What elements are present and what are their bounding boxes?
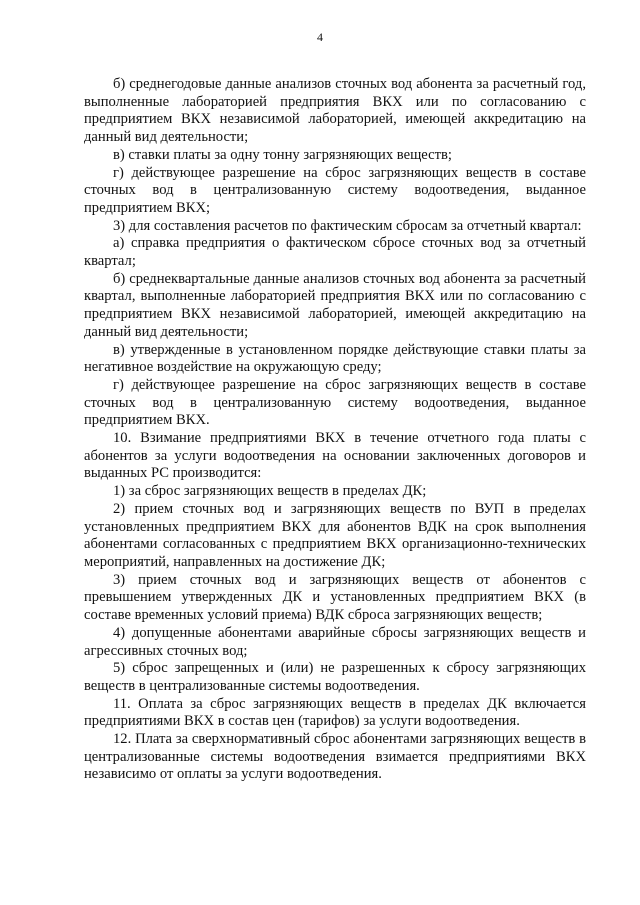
paragraph-12-excess-fee: 12. Плата за сверхнормативный сброс абонентами загрязняющих веществ в централизованные системы водоотведения взимается предприятиями ВКХ независимо от оплаты за услуги водоотведения.: [84, 731, 586, 783]
paragraph-g-discharge-permit-2: г) действующее разрешение на сброс загрязняющих веществ в составе сточных вод в централизованную систему водоотведения, выданное предприятием ВКХ.: [84, 376, 586, 429]
paragraph-3-actual-discharge: 3) для составления расчетов по фактическим сбросам за отчетный квартал:: [113, 217, 582, 234]
document-body: [84, 76, 586, 784]
paragraph-b-quarterly-analysis: б) среднеквартальные данные анализов сточных вод абонента за расчетный квартал, выполненные лабораторией предприятия ВКХ или по согласованию с предприятием ВКХ независимой лабораторией, имеющей аккредитацию на данный вид деятельности;: [84, 270, 586, 340]
paragraph-item-1: 1) за сброс загрязняющих веществ в пределах ДК;: [113, 483, 427, 500]
paragraph-item-5: 5) сброс запрещенных и (или) не разрешенных к сбросу загрязняющих веществ в централизованные системы водоотведения.: [84, 660, 586, 694]
paragraph-v-environmental-rates: в) утвержденные в установленном порядке действующие ставки платы за негативное воздействие на окружающую среду;: [84, 341, 586, 376]
paragraph-a-discharge-certificate: а) справка предприятия о фактическом сбросе сточных вод за отчетный квартал;: [84, 235, 586, 270]
paragraph-10-fee-collection: 10. Взимание предприятиями ВКХ в течение отчетного года платы с абонентов за услуги водоотведения на основании заключенных договоров и выданных РС производится:: [84, 430, 586, 482]
paragraph-b-annual-analysis: б) среднегодовые данные анализов сточных вод абонента за расчетный год, выполненные лабораторией предприятия ВКХ или по согласованию с предприятием ВКХ независимой лабораторией, имеющей аккредитацию на данный вид деятельности;: [84, 76, 586, 146]
paragraph-11-payment: 11. Оплата за сброс загрязняющих веществ в пределах ДК включается предприятиями ВКХ в состав цен (тарифов) за услуги водоотведения.: [84, 695, 586, 730]
paragraph-item-3: 3) прием сточных вод и загрязняющих веществ от абонентов с превышением утвержденных ДК и установленных предприятием ВКХ (в составе временных условий приема) ВДК сброса загрязняющих веществ;: [84, 571, 586, 624]
paragraph-g-discharge-permit: г) действующее разрешение на сброс загрязняющих веществ в составе сточных вод в централизованную систему водоотведения, выданное предприятием ВКХ;: [84, 164, 586, 216]
paragraph-v-fee-rates: в) ставки платы за одну тонну загрязняющих веществ;: [113, 146, 452, 163]
paragraph-item-4: 4) допущенные абонентами аварийные сбросы загрязняющих веществ и агрессивных сточных вод;: [84, 624, 586, 659]
page-number: 4: [317, 30, 323, 44]
paragraph-item-2: 2) прием сточных вод и загрязняющих веществ по ВУП в пределах установленных предприятием ВКХ для абонентов ВДК на срок выполнения абонентами согласованных с предприятием ВКХ организационно-технических мероприятий, направленных на достижение ДК;: [84, 500, 586, 570]
